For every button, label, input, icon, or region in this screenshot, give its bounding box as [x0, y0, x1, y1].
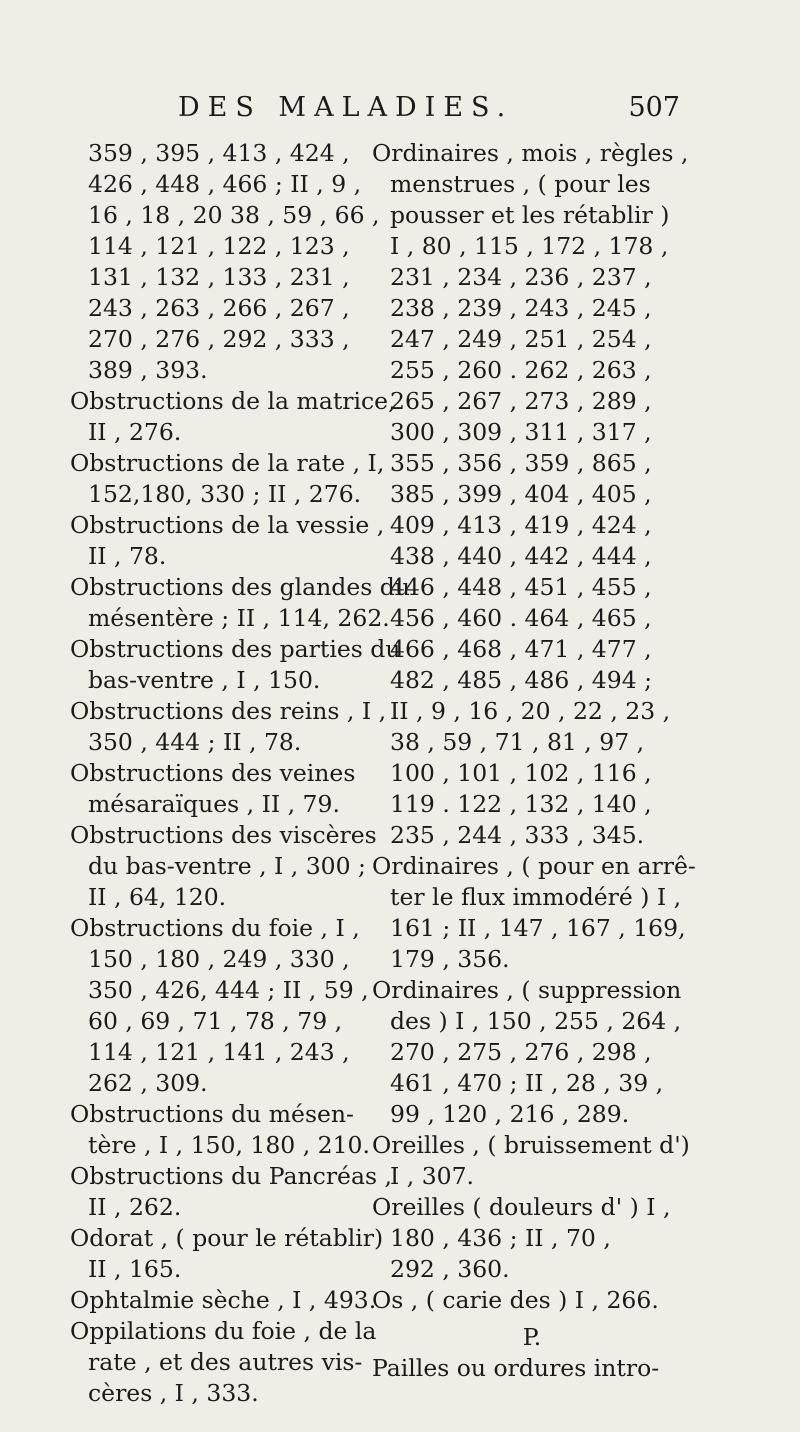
index-line: 482 , 485 , 486 , 494 ; — [390, 666, 653, 694]
index-line: I , 307. — [390, 1162, 475, 1190]
index-line: I , 80 , 115 , 172 , 178 , — [390, 232, 669, 260]
index-line: 131 , 132 , 133 , 231 , — [88, 263, 350, 291]
index-line: II , 9 , 16 , 20 , 22 , 23 , — [390, 697, 671, 725]
index-line: 355 , 356 , 359 , 865 , — [390, 449, 652, 477]
index-line: 235 , 244 , 333 , 345. — [390, 821, 645, 849]
index-line: ter le flux immodéré ) I , — [390, 883, 682, 911]
index-line: 350 , 444 ; II , 78. — [88, 728, 302, 756]
index-line: Ophtalmie sèche , I , 493. — [70, 1286, 377, 1314]
index-line: 161 ; II , 147 , 167 , 169, — [390, 914, 686, 942]
index-line: tère , I , 150, 180 , 210. — [88, 1131, 370, 1159]
index-line: Obstructions du foie , I , — [70, 914, 360, 942]
index-line: Obstructions des reins , I , — [70, 697, 387, 725]
index-line: 114 , 121 , 122 , 123 , — [88, 232, 350, 260]
running-title: DES MALADIES. — [178, 92, 514, 123]
index-line: Oreilles ( douleurs d' ) I , — [372, 1193, 671, 1221]
index-line: Obstructions de la vessie , — [70, 511, 385, 539]
index-line: 231 , 234 , 236 , 237 , — [390, 263, 652, 291]
index-line: 265 , 267 , 273 , 289 , — [390, 387, 652, 415]
index-line: du bas-ventre , I , 300 ; — [88, 852, 366, 880]
index-line: mésentère ; II , 114, 262. — [88, 604, 390, 632]
index-line: II , 64, 120. — [88, 883, 227, 911]
index-line: 255 , 260 . 262 , 263 , — [390, 356, 652, 384]
index-line: Oreilles , ( bruissement d') — [372, 1131, 690, 1159]
index-line: 119 . 122 , 132 , 140 , — [390, 790, 652, 818]
index-line: 466 , 468 , 471 , 477 , — [390, 635, 652, 663]
index-line: 99 , 120 , 216 , 289. — [390, 1100, 630, 1128]
index-line: 16 , 18 , 20 38 , 59 , 66 , — [88, 201, 380, 229]
index-column-left — [70, 138, 410, 1409]
index-line: 238 , 239 , 243 , 245 , — [390, 294, 652, 322]
index-line: 100 , 101 , 102 , 116 , — [390, 759, 652, 787]
index-line: 300 , 309 , 311 , 317 , — [390, 418, 652, 446]
index-line: Ordinaires , ( suppression — [372, 976, 682, 1004]
index-line: des ) I , 150 , 255 , 264 , — [390, 1007, 682, 1035]
index-line: II , 276. — [88, 418, 182, 446]
index-line: Obstructions du mésen- — [70, 1100, 354, 1128]
index-line: 456 , 460 . 464 , 465 , — [390, 604, 652, 632]
index-line: 247 , 249 , 251 , 254 , — [390, 325, 652, 353]
index-line: 180 , 436 ; II , 70 , — [390, 1224, 611, 1252]
index-column-right — [372, 138, 696, 1384]
index-line: Obstructions des viscères — [70, 821, 377, 849]
page-number: 507 — [628, 92, 680, 123]
index-line: mésaraïques , II , 79. — [88, 790, 340, 818]
index-line: rate , et des autres vis- — [88, 1348, 363, 1376]
index-line: 359 , 395 , 413 , 424 , — [88, 139, 350, 167]
index-line: Pailles ou ordures intro- — [372, 1354, 660, 1382]
index-line: 389 , 393. — [88, 356, 208, 384]
index-line: menstrues , ( pour les — [390, 170, 651, 198]
index-line: 114 , 121 , 141 , 243 , — [88, 1038, 350, 1066]
index-line: 461 , 470 ; II , 28 , 39 , — [390, 1069, 664, 1097]
index-line: Obstructions des veines — [70, 759, 356, 787]
index-line: 385 , 399 , 404 , 405 , — [390, 480, 652, 508]
index-line: 150 , 180 , 249 , 330 , — [88, 945, 350, 973]
index-line: 446 , 448 , 451 , 455 , — [390, 573, 652, 601]
running-header — [0, 92, 800, 132]
index-line: Obstructions de la rate , I, — [70, 449, 385, 477]
index-line: 262 , 309. — [88, 1069, 208, 1097]
index-line: Ordinaires , mois , règles , — [372, 139, 689, 167]
index-line: 438 , 440 , 442 , 444 , — [390, 542, 652, 570]
index-line: 409 , 413 , 419 , 424 , — [390, 511, 652, 539]
index-line: II , 78. — [88, 542, 167, 570]
index-line: 38 , 59 , 71 , 81 , 97 , — [390, 728, 645, 756]
index-line: pousser et les rétablir ) — [390, 201, 670, 229]
index-line: Obstructions des glandes du — [70, 573, 410, 601]
section-letter: P. — [522, 1323, 542, 1351]
index-line: 60 , 69 , 71 , 78 , 79 , — [88, 1007, 343, 1035]
index-line: 270 , 276 , 292 , 333 , — [88, 325, 350, 353]
index-line: 426 , 448 , 466 ; II , 9 , — [88, 170, 362, 198]
index-line: 179 , 356. — [390, 945, 510, 973]
index-line: II , 262. — [88, 1193, 182, 1221]
index-line: 350 , 426, 444 ; II , 59 , — [88, 976, 369, 1004]
index-line: Obstructions des parties du — [70, 635, 401, 663]
index-line: 152,180, 330 ; II , 276. — [88, 480, 362, 508]
index-line: bas-ventre , I , 150. — [88, 666, 321, 694]
index-line: 270 , 275 , 276 , 298 , — [390, 1038, 652, 1066]
index-line: cères , I , 333. — [88, 1379, 259, 1407]
index-line: 243 , 263 , 266 , 267 , — [88, 294, 350, 322]
index-line: Obstructions de la matrice, — [70, 387, 396, 415]
index-line: Obstructions du Pancréas , — [70, 1162, 392, 1190]
index-line: Oppilations du foie , de la — [70, 1317, 377, 1345]
index-line: II , 165. — [88, 1255, 182, 1283]
index-line: 292 , 360. — [390, 1255, 510, 1283]
index-line: Os , ( carie des ) I , 266. — [372, 1286, 659, 1314]
index-line: Odorat , ( pour le rétablir) — [70, 1224, 384, 1252]
index-line: Ordinaires , ( pour en arrê- — [372, 852, 696, 880]
